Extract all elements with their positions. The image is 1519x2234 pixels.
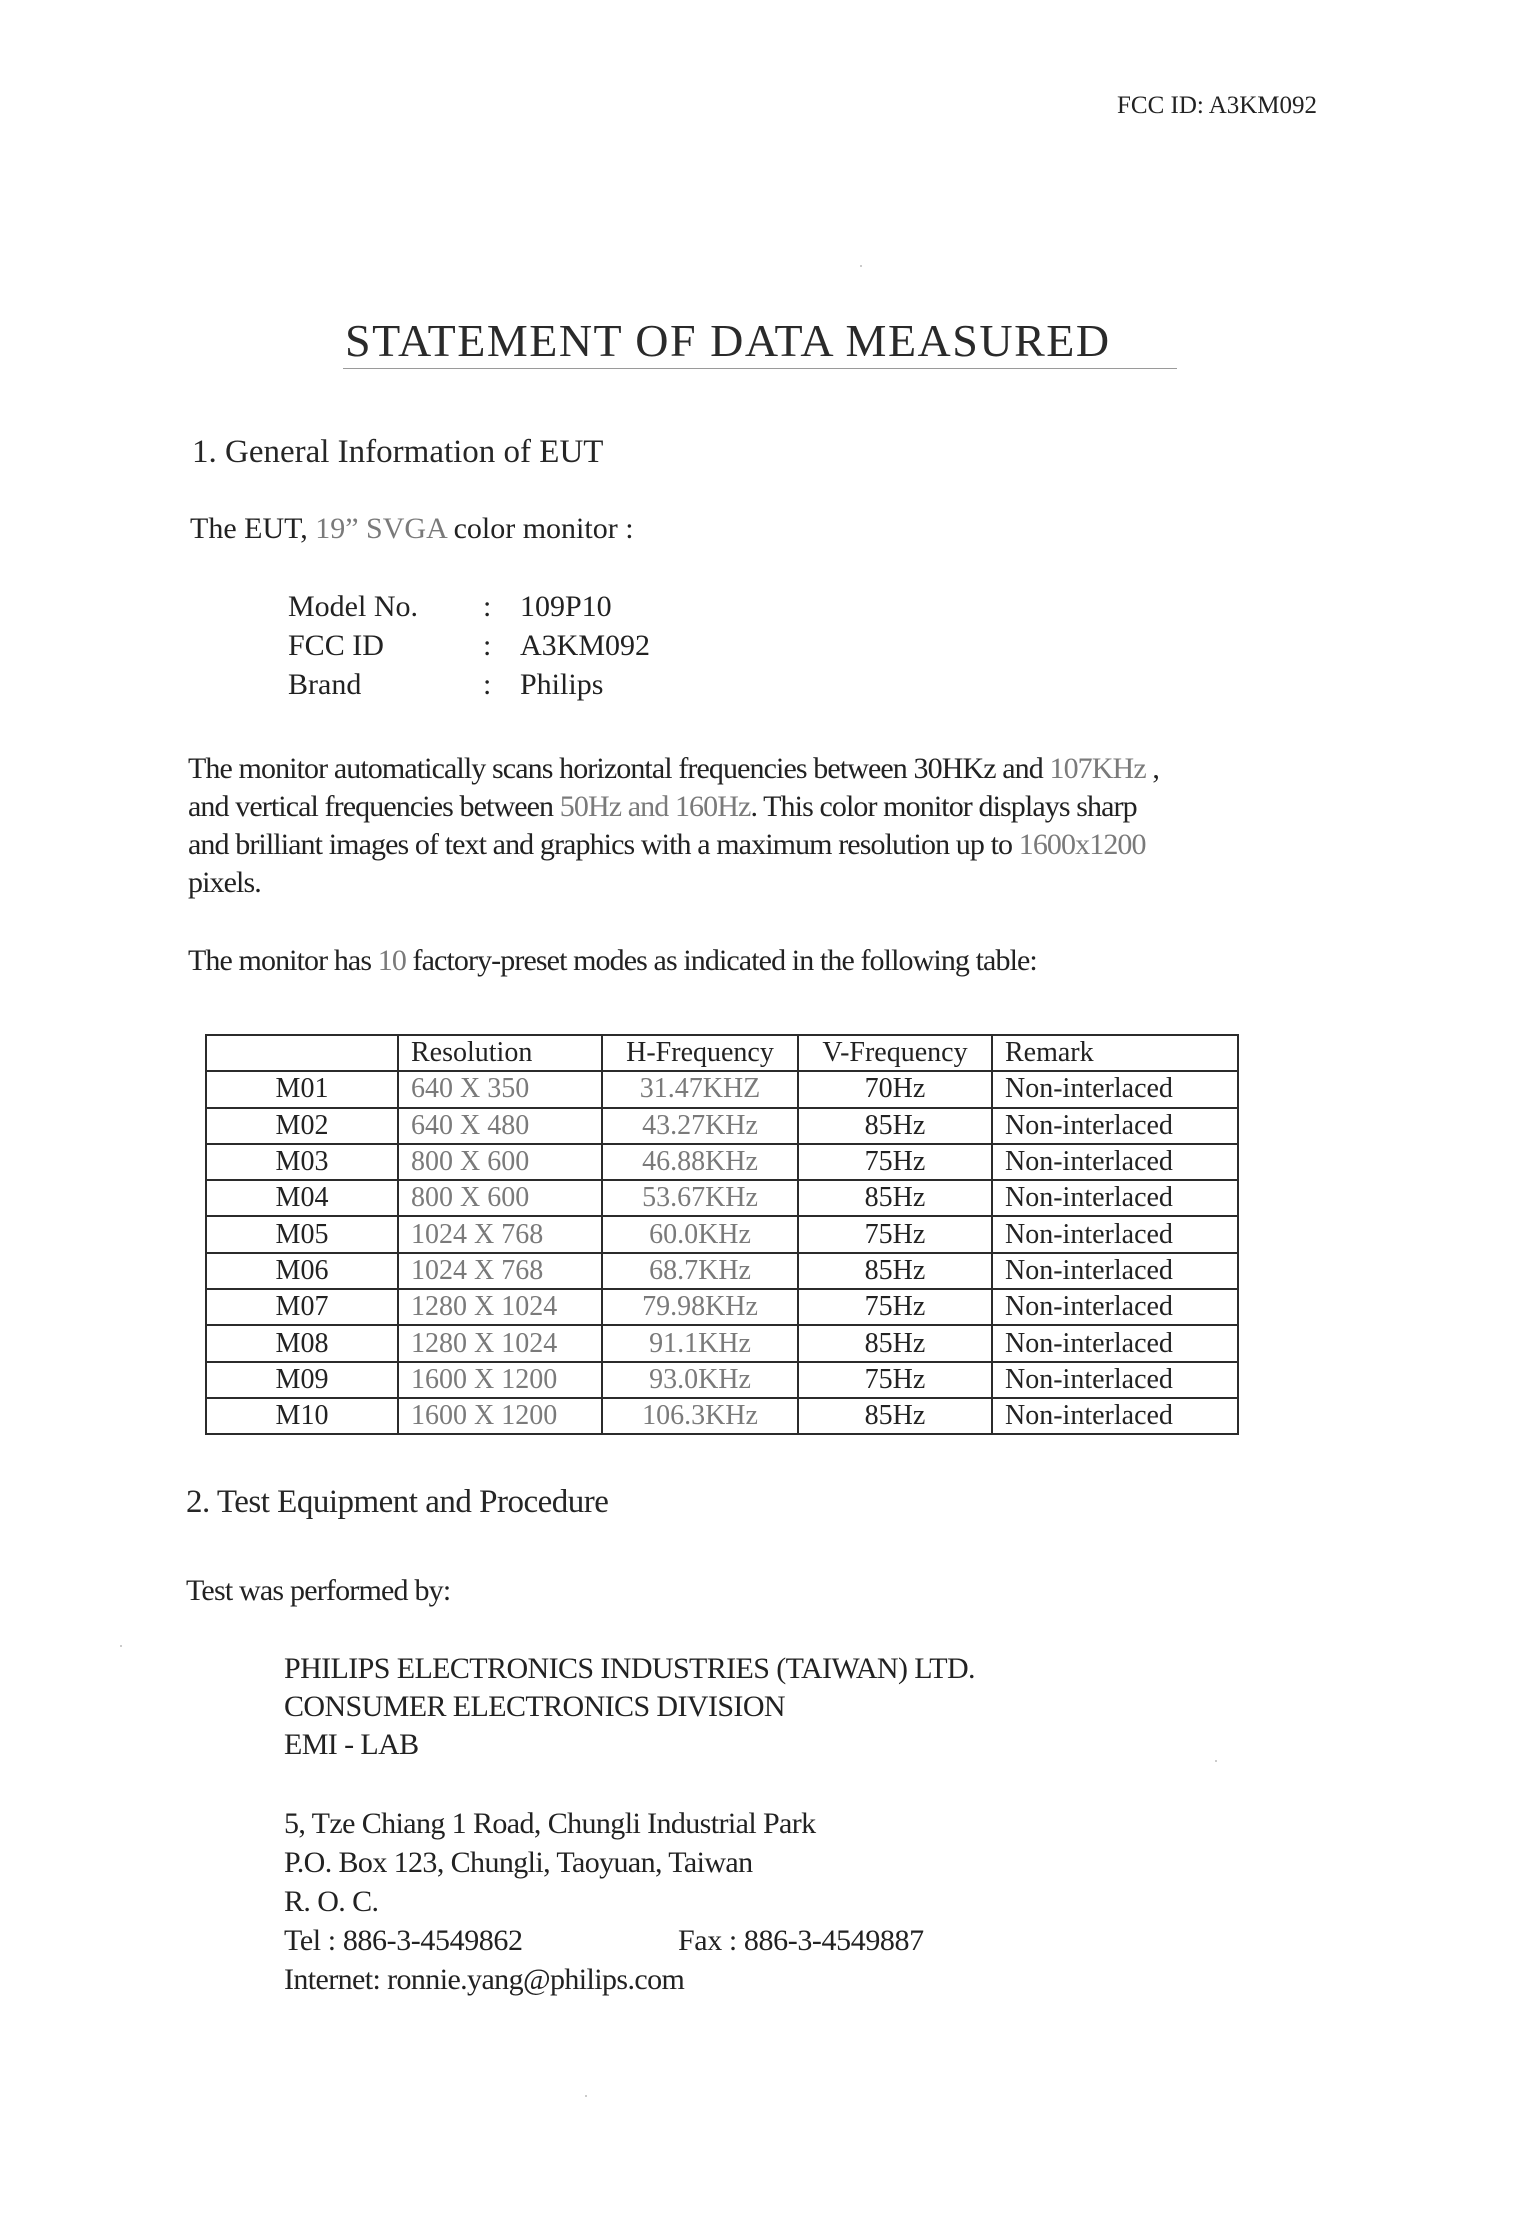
eut-intro-prefix: The EUT,: [190, 512, 316, 545]
mode-cell: M06: [206, 1253, 398, 1289]
resolution-cell: 800 X 600: [398, 1144, 602, 1180]
resolution-cell: 1280 X 1024: [398, 1289, 602, 1325]
spec-label-model: Model No.: [288, 590, 418, 623]
text-run: . This color monitor displays sharp: [750, 790, 1137, 823]
paragraph-line: [188, 868, 261, 898]
text-run: ,: [1145, 752, 1159, 785]
table-row: [206, 1144, 1238, 1180]
v-frequency-cell: 75Hz: [798, 1289, 992, 1325]
spec-label-fcc-id: FCC ID: [288, 629, 384, 662]
address-line: 5, Tze Chiang 1 Road, Chungli Industrial Park: [284, 1807, 816, 1840]
resolution-cell: 1600 X 1200: [398, 1398, 602, 1434]
mode-cell: M01: [206, 1071, 398, 1107]
remark-cell: Non-interlaced: [992, 1108, 1238, 1144]
spec-colon: :: [483, 629, 492, 662]
title-underline: [343, 368, 1177, 369]
telephone: Tel : 886-3-4549862: [284, 1924, 523, 1957]
scan-speck: [585, 2095, 587, 2097]
h-frequency-cell: 106.3KHz: [602, 1398, 798, 1434]
resolution-cell: 800 X 600: [398, 1180, 602, 1216]
section-1-heading: 1. General Information of EUT: [192, 434, 604, 470]
remark-cell: Non-interlaced: [992, 1289, 1238, 1325]
h-frequency-cell: 31.47KHZ: [602, 1071, 798, 1107]
remark-cell: Non-interlaced: [992, 1253, 1238, 1289]
resolution-cell: 1600 X 1200: [398, 1362, 602, 1398]
h-frequency-cell: 46.88KHz: [602, 1144, 798, 1180]
company-division: CONSUMER ELECTRONICS DIVISION: [284, 1690, 785, 1723]
mode-cell: M10: [206, 1398, 398, 1434]
mode-cell: M03: [206, 1144, 398, 1180]
resolution-cell: 1024 X 768: [398, 1216, 602, 1252]
table-row: [206, 1180, 1238, 1216]
text-run: 107KHz: [1049, 752, 1146, 785]
paragraph-line: [188, 792, 1137, 822]
text-run: The monitor automatically scans horizontal frequencies between 30HKz and: [188, 752, 1050, 785]
table-row: [206, 1398, 1238, 1434]
h-frequency-cell: 93.0KHz: [602, 1362, 798, 1398]
v-frequency-cell: 85Hz: [798, 1253, 992, 1289]
scan-speck: [860, 265, 862, 267]
text-run: 50Hz and 160Hz: [559, 790, 751, 823]
company-name: PHILIPS ELECTRONICS INDUSTRIES (TAIWAN) LTD.: [284, 1652, 975, 1685]
resolution-cell: 1280 X 1024: [398, 1325, 602, 1361]
resolution-cell: 640 X 480: [398, 1108, 602, 1144]
v-frequency-cell: 70Hz: [798, 1071, 992, 1107]
remark-cell: Non-interlaced: [992, 1216, 1238, 1252]
text-run: pixels.: [188, 866, 261, 899]
spec-colon: :: [483, 668, 492, 701]
table-row: [206, 1253, 1238, 1289]
text-run: The monitor has: [188, 944, 378, 977]
v-frequency-cell: 85Hz: [798, 1108, 992, 1144]
eut-intro: [190, 514, 634, 544]
h-frequency-cell: 79.98KHz: [602, 1289, 798, 1325]
header-cell: V-Frequency: [798, 1035, 992, 1071]
header-cell: [206, 1035, 398, 1071]
h-frequency-cell: 43.27KHz: [602, 1108, 798, 1144]
spec-value-fcc-id: A3KM092: [520, 629, 651, 662]
eut-size: 19” SVGA: [315, 512, 447, 545]
mode-cell: M02: [206, 1108, 398, 1144]
table-row: [206, 1289, 1238, 1325]
scan-speck: [1215, 1760, 1217, 1762]
spec-value-brand: Philips: [520, 668, 604, 701]
remark-cell: Non-interlaced: [992, 1071, 1238, 1107]
table-row: [206, 1325, 1238, 1361]
internet-email[interactable]: Internet: ronnie.yang@philips.com: [284, 1963, 685, 1996]
h-frequency-cell: 53.67KHz: [602, 1180, 798, 1216]
h-frequency-cell: 91.1KHz: [602, 1325, 798, 1361]
text-run: factory-preset modes as indicated in the following table:: [405, 944, 1037, 977]
remark-cell: Non-interlaced: [992, 1180, 1238, 1216]
address-line: R. O. C.: [284, 1885, 379, 1918]
header-cell: Remark: [992, 1035, 1238, 1071]
page-title: STATEMENT OF DATA MEASURED: [345, 315, 1111, 366]
paragraph-line: [188, 754, 1159, 784]
fax: Fax : 886-3-4549887: [678, 1924, 924, 1957]
mode-cell: M05: [206, 1216, 398, 1252]
text-run: 1600x1200: [1018, 828, 1146, 861]
fcc-id-header: FCC ID: A3KM092: [1117, 92, 1318, 119]
table-row: [206, 1108, 1238, 1144]
table-row: [206, 1071, 1238, 1107]
remark-cell: Non-interlaced: [992, 1325, 1238, 1361]
table-header-row: [206, 1035, 1238, 1071]
spec-label-brand: Brand: [288, 668, 362, 701]
resolution-cell: 640 X 350: [398, 1071, 602, 1107]
remark-cell: Non-interlaced: [992, 1398, 1238, 1434]
spec-value-model: 109P10: [520, 590, 612, 623]
v-frequency-cell: 75Hz: [798, 1144, 992, 1180]
mode-count: 10: [377, 944, 406, 977]
remark-cell: Non-interlaced: [992, 1144, 1238, 1180]
v-frequency-cell: 85Hz: [798, 1398, 992, 1434]
v-frequency-cell: 85Hz: [798, 1180, 992, 1216]
mode-cell: M07: [206, 1289, 398, 1325]
v-frequency-cell: 75Hz: [798, 1216, 992, 1252]
section-2-heading: 2. Test Equipment and Procedure: [186, 1484, 609, 1520]
spec-colon: :: [483, 590, 492, 623]
paragraph-line: [188, 830, 1146, 860]
preset-modes-table: [205, 1034, 1239, 1435]
performed-by-label: Test was performed by:: [186, 1574, 451, 1607]
remark-cell: Non-interlaced: [992, 1362, 1238, 1398]
table-intro: [188, 946, 1037, 976]
header-cell: Resolution: [398, 1035, 602, 1071]
v-frequency-cell: 85Hz: [798, 1325, 992, 1361]
h-frequency-cell: 60.0KHz: [602, 1216, 798, 1252]
table-row: [206, 1216, 1238, 1252]
resolution-cell: 1024 X 768: [398, 1253, 602, 1289]
mode-cell: M09: [206, 1362, 398, 1398]
v-frequency-cell: 75Hz: [798, 1362, 992, 1398]
header-cell: H-Frequency: [602, 1035, 798, 1071]
text-run: and brilliant images of text and graphics with a maximum resolution up to: [188, 828, 1019, 861]
table-row: [206, 1362, 1238, 1398]
address-line: P.O. Box 123, Chungli, Taoyuan, Taiwan: [284, 1846, 753, 1879]
eut-intro-suffix: color monitor :: [446, 512, 634, 545]
mode-cell: M04: [206, 1180, 398, 1216]
h-frequency-cell: 68.7KHz: [602, 1253, 798, 1289]
scan-speck: [120, 1645, 122, 1647]
company-lab: EMI - LAB: [284, 1728, 419, 1761]
mode-cell: M08: [206, 1325, 398, 1361]
text-run: and vertical frequencies between: [188, 790, 560, 823]
